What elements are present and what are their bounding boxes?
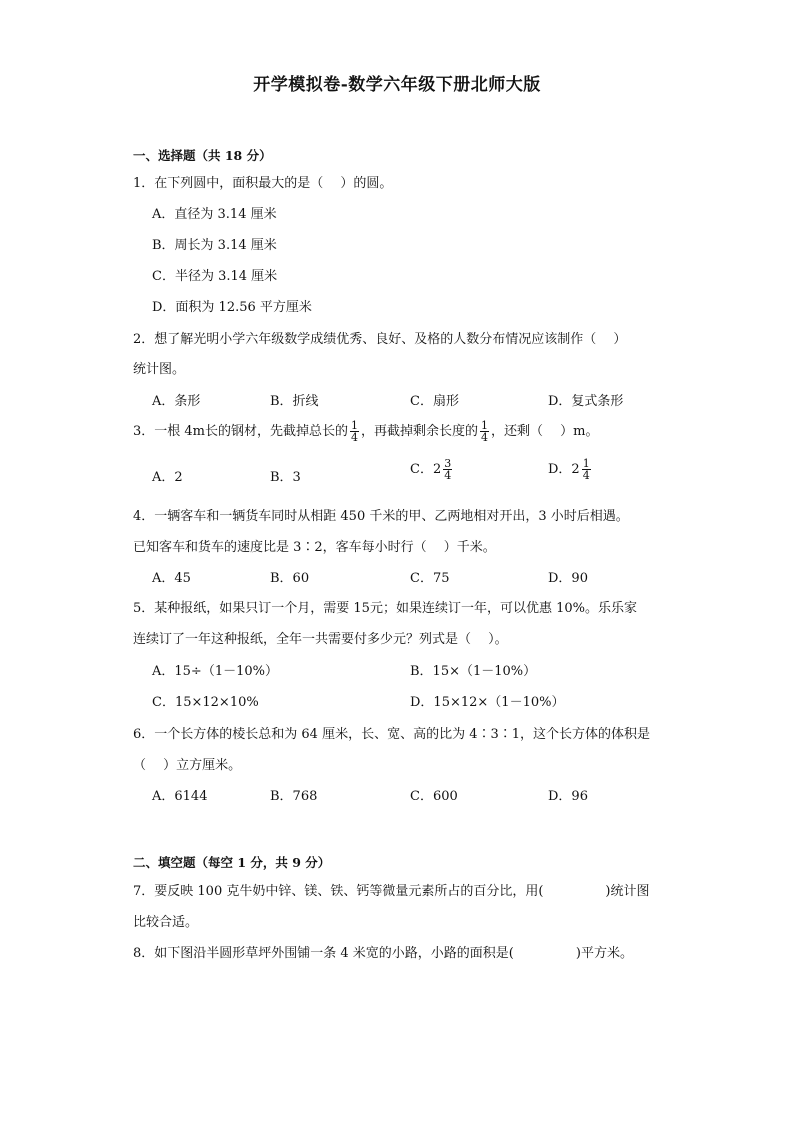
question-2-option-b: B．折线 (270, 394, 319, 409)
question-6-option-a: A．6144 (152, 789, 208, 804)
question-4-option-c: C．75 (410, 571, 450, 586)
question-3-option-b: B．3 (270, 470, 301, 485)
question-5-option-a: A．15÷（1－10%） (152, 664, 278, 679)
section-heading-choice: 一、选择题（共 18 分） (133, 148, 272, 163)
question-5-option-d: D．15×12×（1－10%） (410, 695, 565, 710)
fraction-three-quarters: $\frac{3}{4}$ (444, 457, 452, 482)
question-7-stem-line1: 7．要反映 100 克牛奶中锌、镁、铁、钙等微量元素所占的百分比，用( )统计图 (133, 884, 650, 899)
question-2-option-c: C．扇形 (410, 394, 459, 409)
question-5-stem-line1: 5．某种报纸，如果只订一个月，需要 15元；如果连续订一年，可以优惠 10%。乐乐家 (133, 601, 637, 616)
question-2-option-a: A．条形 (152, 394, 201, 409)
question-3-option-c: C．2 $\frac{3}{4}$ (410, 457, 452, 482)
question-5-stem-line2: 连续订了一年这种报纸，全年一共需要付多少元？列式是（ ）。 (133, 632, 508, 647)
question-3-stem (133, 420, 599, 443)
question-6-stem-line2: （ ）立方厘米。 (133, 758, 242, 773)
question-4-option-d: D．90 (548, 571, 588, 586)
question-8-stem: 8．如下图沿半圆形草坪外围铺一条 4 米宽的小路，小路的面积是( )平方米。 (133, 946, 633, 961)
question-3-option-a: A．2 (152, 470, 183, 485)
fraction-one-quarter: $\frac{1}{4}$ (481, 419, 489, 444)
question-1-option-b: B．周长为 3.14 厘米 (152, 238, 277, 253)
question-3-stem-part1: 3．一根 4m长的钢材，先截掉总长的 (133, 424, 349, 439)
question-1-option-c: C．半径为 3.14 厘米 (152, 269, 278, 284)
question-4-option-a: A．45 (152, 571, 191, 586)
question-5-option-b: B．15×（1－10%） (410, 664, 537, 679)
question-2-option-d: D．复式条形 (548, 394, 624, 409)
question-6-option-d: D．96 (548, 789, 588, 804)
question-7-stem-line2: 比较合适。 (133, 915, 199, 930)
question-3-option-d: D．2 $\frac{1}{4}$ (548, 457, 590, 482)
question-3-stem-part3: ，还剩（ ）m。 (491, 424, 599, 439)
page-title: 开学模拟卷-数学六年级下册北师大版 (253, 75, 541, 95)
question-1-option-a: A．直径为 3.14 厘米 (152, 207, 277, 222)
question-2-stem-line2: 统计图。 (133, 362, 186, 377)
fraction-one-quarter: $\frac{1}{4}$ (582, 457, 590, 482)
question-1-stem: 1．在下列圆中，面积最大的是（ ）的圆。 (133, 176, 393, 191)
question-4-stem-line2: 已知客车和货车的速度比是 3∶2，客车每小时行（ ）千米。 (133, 540, 496, 555)
question-6-stem-line1: 6．一个长方体的棱长总和为 64 厘米，长、宽、高的比为 4∶3∶1，这个长方体的体积是 (133, 727, 651, 742)
question-2-stem-line1: 2．想了解光明小学六年级数学成绩优秀、良好、及格的人数分布情况应该制作（ ） (133, 332, 627, 347)
question-6-option-b: B．768 (270, 789, 318, 804)
fraction-one-quarter: $\frac{1}{4}$ (351, 419, 359, 444)
question-1-option-d: D．面积为 12.56 平方厘米 (152, 300, 312, 315)
section-heading-fill: 二、填空题（每空 1 分，共 9 分） (133, 855, 331, 870)
question-4-stem-line1: 4．一辆客车和一辆货车同时从相距 450 千米的甲、乙两地相对开出，3 小时后相遇。 (133, 509, 629, 524)
question-5-option-c: C．15×12×10% (152, 695, 259, 710)
question-4-option-b: B．60 (270, 571, 310, 586)
question-3-stem-part2: ，再截掉剩余长度的 (361, 424, 479, 439)
question-6-option-c: C．600 (410, 789, 458, 804)
